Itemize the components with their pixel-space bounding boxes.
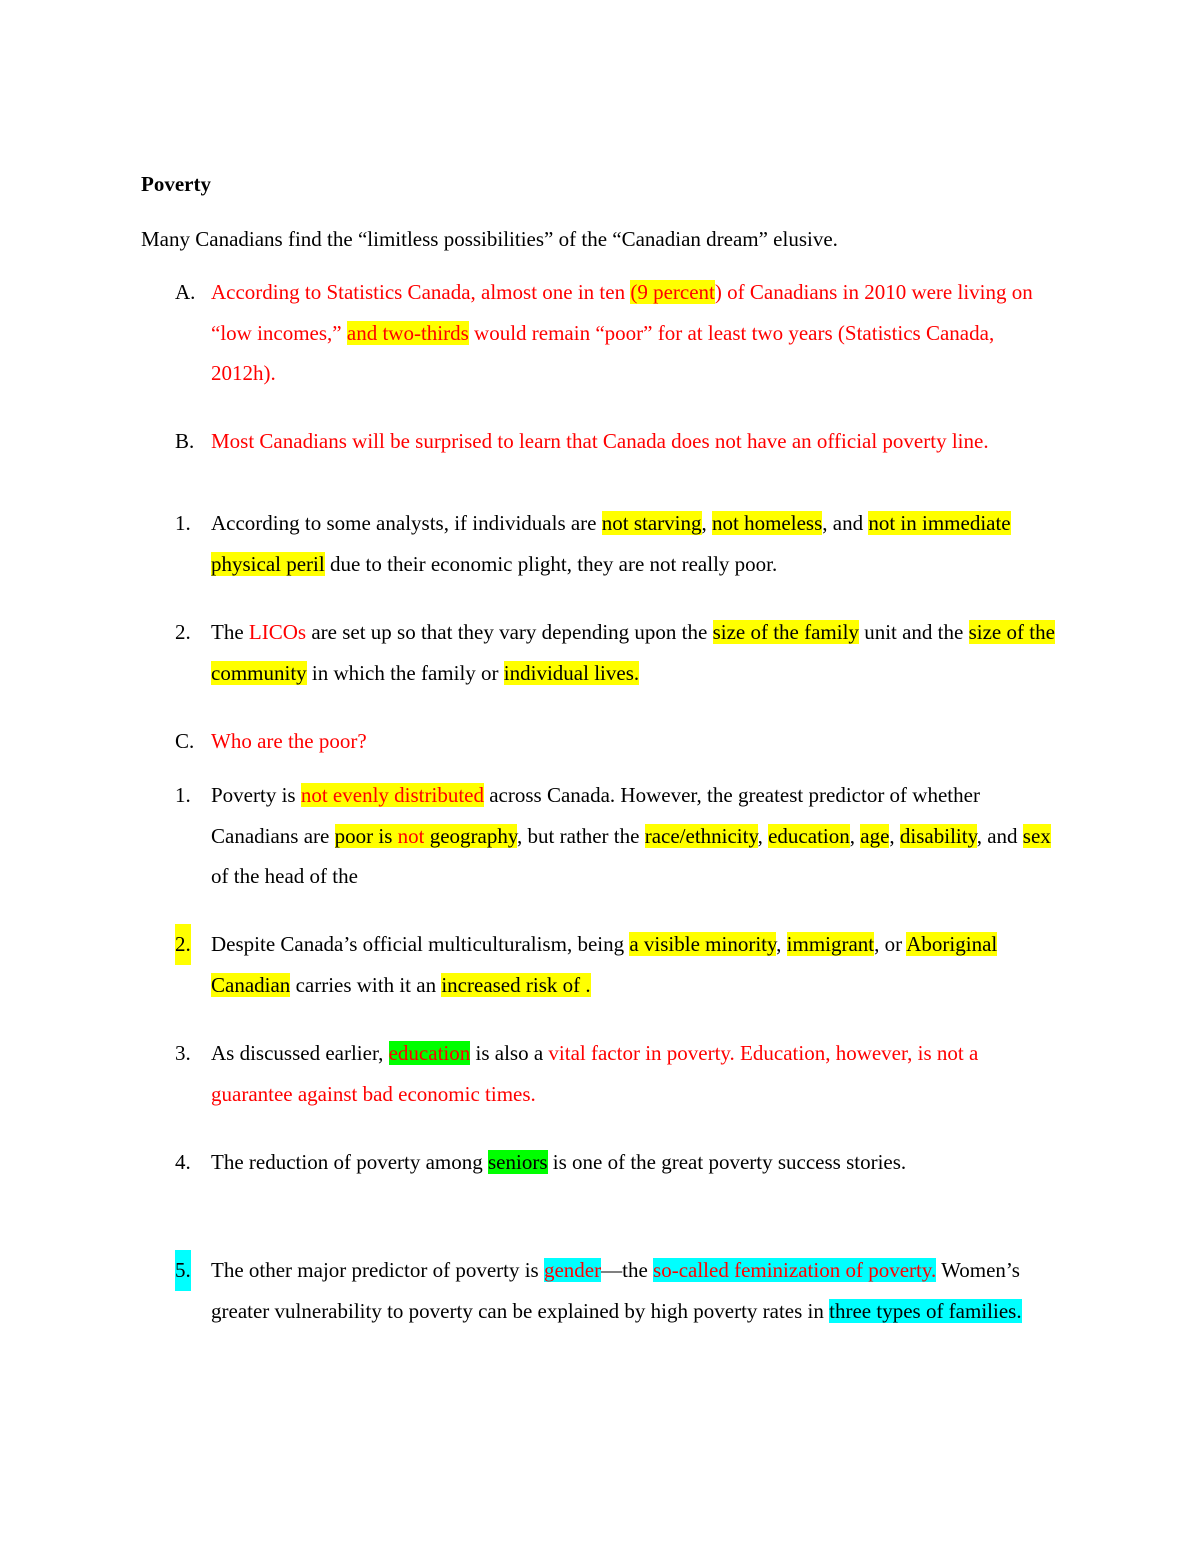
list-item-text: Poverty is not evenly distributed across Canada. However, the greatest predictor of whether Canadians are poor is not geography, but rather the race/ethnicity, education, age, disability, and sex of the head of the xyxy=(211,783,1051,888)
list-item-c3 xyxy=(141,1033,1061,1114)
list-marker: 4. xyxy=(175,1150,191,1174)
list-item-text: As discussed earlier, education is also a vital factor in poverty. Education, however, is not a guarantee against bad economic times. xyxy=(211,1041,979,1106)
list-marker: 1. xyxy=(175,511,191,535)
list-item-c2 xyxy=(141,924,1061,1005)
list-marker: A. xyxy=(175,280,196,304)
list-item-text: Who are the poor? xyxy=(211,729,367,753)
list-item-b1 xyxy=(141,503,1061,584)
list-item-a xyxy=(141,272,1061,394)
list-item-text: According to some analysts, if individuals are not starving, not homeless, and not in immediate physical peril due to their economic plight, they are not really poor. xyxy=(211,511,1011,576)
list-item-text: The other major predictor of poverty is gender—the so-called feminization of poverty. Women’s greater vulnerability to poverty can be explained by high poverty rates in three types of families. xyxy=(211,1258,1022,1323)
list-item-b2 xyxy=(141,612,1061,693)
list-item-text: The LICOs are set up so that they vary depending upon the size of the family unit and the size of the community in which the family or individual lives. xyxy=(211,620,1055,685)
list-item-c4 xyxy=(141,1142,1061,1183)
list-item-text: The reduction of poverty among seniors is one of the great poverty success stories. xyxy=(211,1150,907,1174)
list-item-b xyxy=(141,428,1061,455)
list-marker: 3. xyxy=(175,1041,191,1065)
intro-paragraph: Many Canadians find the “limitless possibilities” of the “Canadian dream” elusive. xyxy=(141,227,838,251)
list-marker: C. xyxy=(175,729,195,753)
list-item-c1 xyxy=(141,775,1061,897)
list-item-c xyxy=(141,721,1061,762)
list-item-c5 xyxy=(141,1250,1061,1331)
list-marker: 2. xyxy=(175,620,191,644)
list-item-text: Most Canadians will be surprised to learn that Canada does not have an official poverty line. xyxy=(211,429,989,453)
list-marker: 2. xyxy=(175,924,191,965)
list-item-text: According to Statistics Canada, almost one in ten (9 percent) of Canadians in 2010 were living on “low incomes,” and two-thirds would remain “poor” for at least two years (Statistics Canada, 2012h). xyxy=(211,280,1033,385)
list-item-text: Despite Canada’s official multiculturalism, being a visible minority, immigrant, or Aboriginal Canadian carries with it an increased risk of . xyxy=(211,932,998,997)
list-marker: 1. xyxy=(175,783,191,807)
list-marker: B. xyxy=(175,429,195,453)
document-title: Poverty xyxy=(141,172,211,196)
list-marker: 5. xyxy=(175,1250,191,1291)
